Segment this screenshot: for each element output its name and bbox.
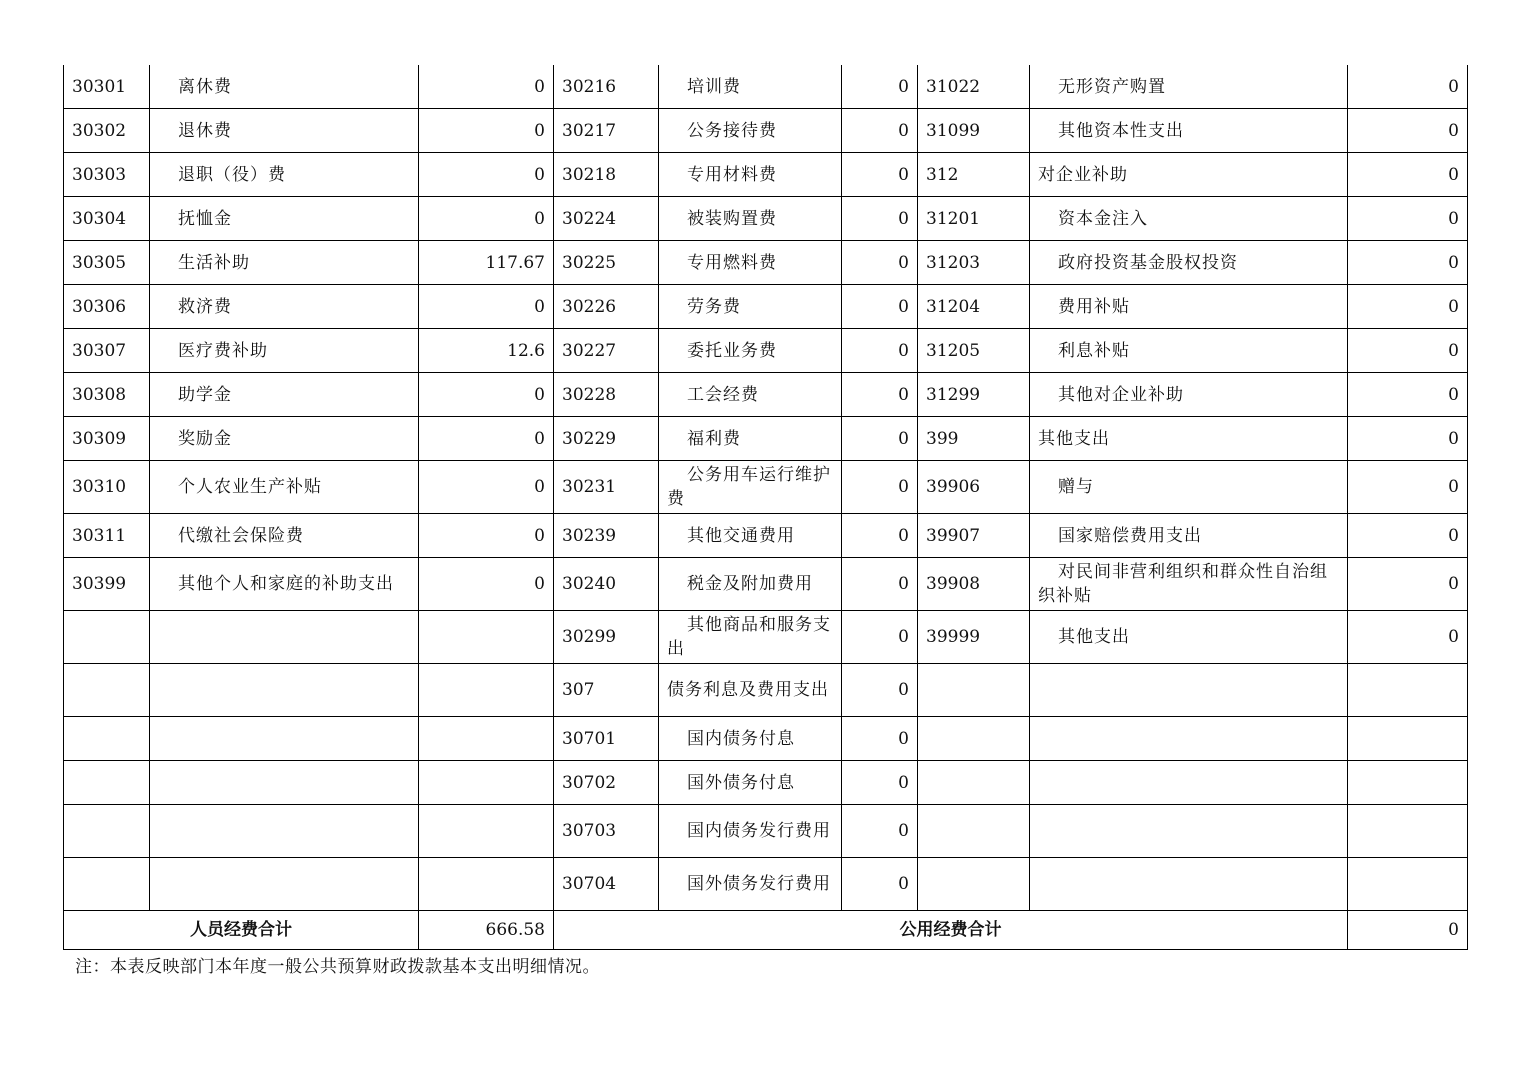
item-name: 其他支出 [1030, 417, 1348, 461]
item-code: 30240 [554, 558, 659, 611]
item-amount: 0 [842, 858, 918, 911]
item-name: 无形资产购置 [1030, 65, 1348, 109]
item-code: 30308 [64, 373, 150, 417]
table-row [64, 558, 1468, 611]
item-name: 医疗费补助 [150, 329, 419, 373]
item-code: 399 [918, 417, 1030, 461]
item-code: 30218 [554, 153, 659, 197]
item-amount: 0 [1348, 611, 1468, 664]
item-amount: 0 [1348, 153, 1468, 197]
table-row [64, 153, 1468, 197]
public-total-label: 公用经费合计 [554, 911, 1348, 950]
item-code: 30231 [554, 461, 659, 514]
item-code: 30217 [554, 109, 659, 153]
table-row [64, 805, 1468, 858]
item-name: 救济费 [150, 285, 419, 329]
item-name: 离休费 [150, 65, 419, 109]
item-code: 30701 [554, 717, 659, 761]
item-name [150, 761, 419, 805]
item-code: 30310 [64, 461, 150, 514]
item-amount: 0 [842, 241, 918, 285]
item-code: 39908 [918, 558, 1030, 611]
item-name: 培训费 [659, 65, 842, 109]
item-amount [419, 664, 554, 717]
item-name: 资本金注入 [1030, 197, 1348, 241]
item-amount: 0 [842, 153, 918, 197]
item-amount: 0 [419, 109, 554, 153]
item-code: 30703 [554, 805, 659, 858]
table-row [64, 664, 1468, 717]
item-amount: 0 [419, 514, 554, 558]
item-amount: 0 [419, 197, 554, 241]
table-row [64, 197, 1468, 241]
item-amount: 0 [842, 65, 918, 109]
table-body [64, 65, 1468, 911]
item-amount: 0 [419, 558, 554, 611]
item-name: 抚恤金 [150, 197, 419, 241]
item-code [64, 611, 150, 664]
item-code: 307 [554, 664, 659, 717]
item-amount [419, 611, 554, 664]
item-code: 30306 [64, 285, 150, 329]
item-amount [1348, 717, 1468, 761]
item-amount: 0 [1348, 285, 1468, 329]
item-name: 委托业务费 [659, 329, 842, 373]
table-row [64, 373, 1468, 417]
item-code: 31204 [918, 285, 1030, 329]
item-code: 31201 [918, 197, 1030, 241]
item-amount: 0 [842, 197, 918, 241]
item-name [1030, 858, 1348, 911]
item-code: 39906 [918, 461, 1030, 514]
item-amount: 0 [1348, 417, 1468, 461]
item-code: 31203 [918, 241, 1030, 285]
item-amount: 0 [419, 285, 554, 329]
item-amount: 0 [842, 717, 918, 761]
item-name [150, 717, 419, 761]
item-amount [1348, 761, 1468, 805]
item-code: 30216 [554, 65, 659, 109]
item-code: 31205 [918, 329, 1030, 373]
table-row [64, 717, 1468, 761]
item-amount [419, 858, 554, 911]
item-code: 30704 [554, 858, 659, 911]
item-name: 退休费 [150, 109, 419, 153]
item-amount: 0 [1348, 197, 1468, 241]
item-amount: 0 [842, 329, 918, 373]
item-name [1030, 761, 1348, 805]
item-amount: 0 [842, 373, 918, 417]
item-code: 30702 [554, 761, 659, 805]
item-amount: 0 [1348, 241, 1468, 285]
table-row [64, 109, 1468, 153]
item-name: 被装购置费 [659, 197, 842, 241]
item-code [64, 664, 150, 717]
item-name [1030, 805, 1348, 858]
item-name: 工会经费 [659, 373, 842, 417]
item-amount: 0 [842, 761, 918, 805]
item-name: 助学金 [150, 373, 419, 417]
item-name [150, 611, 419, 664]
table-row [64, 241, 1468, 285]
item-name: 退职（役）费 [150, 153, 419, 197]
item-name: 国家赔偿费用支出 [1030, 514, 1348, 558]
item-amount: 0 [842, 664, 918, 717]
table-row [64, 65, 1468, 109]
item-code: 30229 [554, 417, 659, 461]
item-name [150, 805, 419, 858]
basic-expenditure-table [63, 65, 1468, 950]
item-amount: 0 [842, 109, 918, 153]
item-code: 39907 [918, 514, 1030, 558]
table-row [64, 329, 1468, 373]
item-code: 312 [918, 153, 1030, 197]
item-amount: 0 [419, 373, 554, 417]
item-code: 30399 [64, 558, 150, 611]
table-row [64, 417, 1468, 461]
item-amount: 0 [1348, 109, 1468, 153]
item-amount: 0 [1348, 373, 1468, 417]
item-amount: 0 [842, 417, 918, 461]
item-code: 30304 [64, 197, 150, 241]
item-code: 39999 [918, 611, 1030, 664]
table-row [64, 761, 1468, 805]
item-amount: 0 [419, 153, 554, 197]
item-code: 31299 [918, 373, 1030, 417]
item-name: 赠与 [1030, 461, 1348, 514]
item-amount [1348, 664, 1468, 717]
item-code [918, 664, 1030, 717]
item-amount: 0 [419, 417, 554, 461]
personnel-total-label: 人员经费合计 [64, 911, 419, 950]
item-amount: 0 [1348, 461, 1468, 514]
item-name: 其他商品和服务支出 [659, 611, 842, 664]
item-amount: 0 [842, 805, 918, 858]
item-name: 费用补贴 [1030, 285, 1348, 329]
item-amount: 0 [419, 65, 554, 109]
totals-row [64, 911, 1468, 950]
item-code: 30309 [64, 417, 150, 461]
item-name: 其他对企业补助 [1030, 373, 1348, 417]
table-note: 注：本表反映部门本年度一般公共预算财政拨款基本支出明细情况。 [75, 957, 600, 977]
item-name: 劳务费 [659, 285, 842, 329]
item-code: 30302 [64, 109, 150, 153]
item-amount [1348, 805, 1468, 858]
table-row [64, 858, 1468, 911]
item-code [918, 761, 1030, 805]
item-name: 其他支出 [1030, 611, 1348, 664]
item-code [64, 717, 150, 761]
item-amount: 0 [1348, 514, 1468, 558]
item-code: 30311 [64, 514, 150, 558]
item-amount: 117.67 [419, 241, 554, 285]
item-name: 政府投资基金股权投资 [1030, 241, 1348, 285]
personnel-total-value: 666.58 [419, 911, 554, 950]
item-name: 专用燃料费 [659, 241, 842, 285]
item-code [64, 805, 150, 858]
item-name: 对企业补助 [1030, 153, 1348, 197]
table-row [64, 461, 1468, 514]
item-name: 公务接待费 [659, 109, 842, 153]
item-code: 30227 [554, 329, 659, 373]
table-row [64, 285, 1468, 329]
item-name: 生活补助 [150, 241, 419, 285]
item-amount: 0 [842, 514, 918, 558]
item-amount: 0 [419, 461, 554, 514]
item-code [918, 805, 1030, 858]
item-name [150, 664, 419, 717]
item-code: 30305 [64, 241, 150, 285]
item-code: 30225 [554, 241, 659, 285]
item-name: 利息补贴 [1030, 329, 1348, 373]
item-name: 其他资本性支出 [1030, 109, 1348, 153]
item-code [918, 858, 1030, 911]
item-name: 国内债务发行费用 [659, 805, 842, 858]
item-code [64, 858, 150, 911]
item-code: 30299 [554, 611, 659, 664]
item-name: 其他交通费用 [659, 514, 842, 558]
item-name [150, 858, 419, 911]
item-code: 30228 [554, 373, 659, 417]
item-code: 30301 [64, 65, 150, 109]
item-amount: 0 [1348, 65, 1468, 109]
item-name [1030, 664, 1348, 717]
item-amount [419, 761, 554, 805]
item-amount: 0 [1348, 558, 1468, 611]
item-name: 国内债务付息 [659, 717, 842, 761]
item-name [1030, 717, 1348, 761]
table-row [64, 611, 1468, 664]
item-code [64, 761, 150, 805]
public-total-value: 0 [1348, 911, 1468, 950]
item-code: 30303 [64, 153, 150, 197]
item-amount: 0 [1348, 329, 1468, 373]
item-name: 其他个人和家庭的补助支出 [150, 558, 419, 611]
item-amount: 0 [842, 461, 918, 514]
item-code: 30226 [554, 285, 659, 329]
item-amount: 0 [842, 611, 918, 664]
item-name: 国外债务发行费用 [659, 858, 842, 911]
item-amount [419, 805, 554, 858]
item-name: 专用材料费 [659, 153, 842, 197]
item-name: 债务利息及费用支出 [659, 664, 842, 717]
item-code: 30224 [554, 197, 659, 241]
item-name: 代缴社会保险费 [150, 514, 419, 558]
item-name: 福利费 [659, 417, 842, 461]
item-name: 奖励金 [150, 417, 419, 461]
table-row [64, 514, 1468, 558]
item-amount [1348, 858, 1468, 911]
item-name: 公务用车运行维护费 [659, 461, 842, 514]
item-amount: 0 [842, 285, 918, 329]
item-code: 31099 [918, 109, 1030, 153]
item-name: 国外债务付息 [659, 761, 842, 805]
item-code [918, 717, 1030, 761]
item-amount [419, 717, 554, 761]
item-name: 对民间非营利组织和群众性自治组织补贴 [1030, 558, 1348, 611]
item-amount: 12.6 [419, 329, 554, 373]
item-name: 个人农业生产补贴 [150, 461, 419, 514]
item-amount: 0 [842, 558, 918, 611]
item-code: 31022 [918, 65, 1030, 109]
item-code: 30307 [64, 329, 150, 373]
item-code: 30239 [554, 514, 659, 558]
item-name: 税金及附加费用 [659, 558, 842, 611]
